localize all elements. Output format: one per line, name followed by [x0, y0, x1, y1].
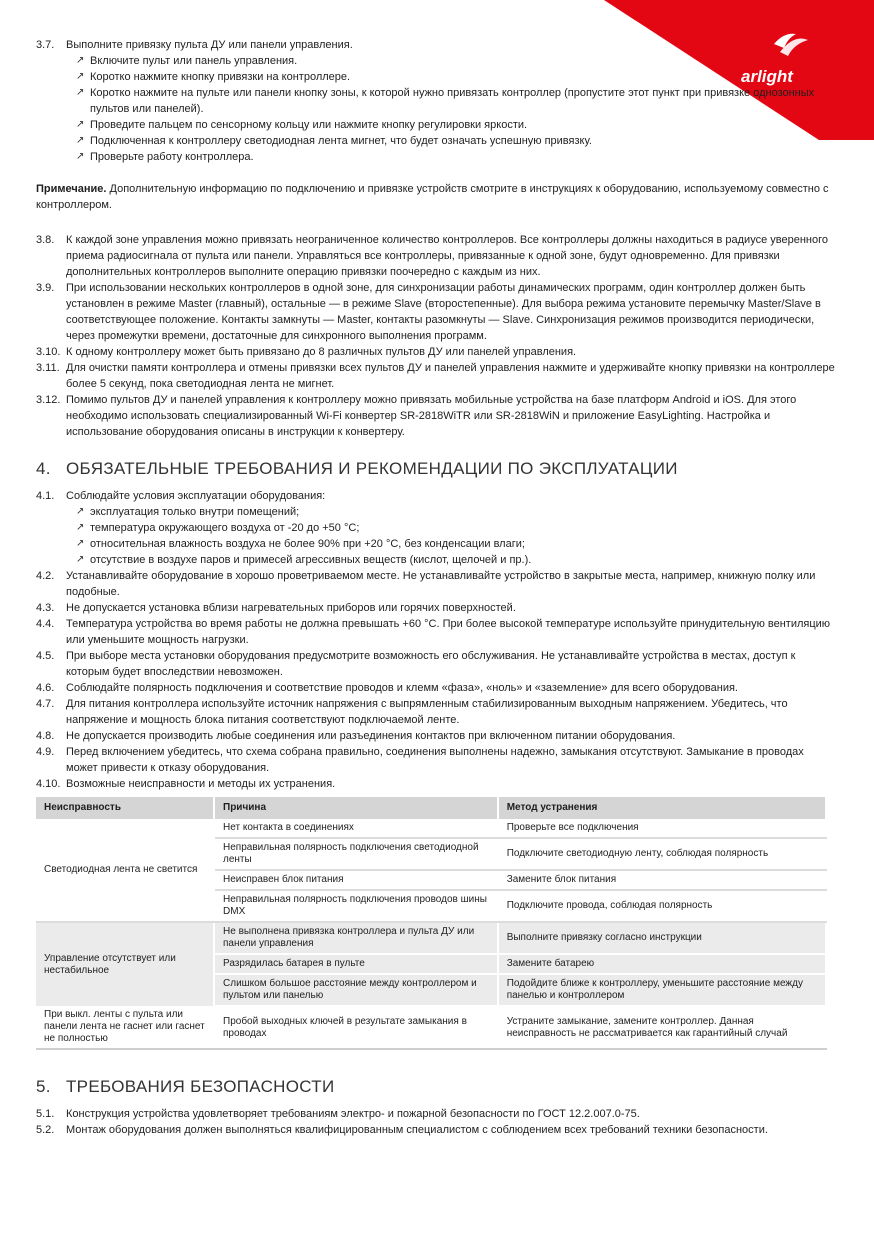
note-label: Примечание. [36, 183, 107, 195]
item-number: 4.6. [36, 682, 55, 694]
fix-cell: Подключите провода, соблюдая полярность [498, 890, 826, 922]
cause-cell: Пробой выходных ключей в результате замыкания в проводах [214, 1006, 498, 1049]
fix-cell: Устраните замыкание, замените контроллер. Данная неисправность не рассматривается как гарантийный случай [498, 1006, 826, 1049]
header-cause: Причина [214, 797, 498, 819]
item-text: Соблюдайте полярность подключения и соответствие проводов и клемм «фаза», «ноль» и «заземление» для всего оборудования. [66, 682, 738, 694]
section-5-number: 5. [36, 1077, 51, 1096]
note-text: Дополнительную информацию по подключению и привязке устройств смотрите в инструкциях к оборудованию, используемому совместно с контроллером. [36, 183, 829, 211]
fix-cell: Подойдите ближе к контроллеру, уменьшите расстояние между панелью и контроллером [498, 974, 826, 1006]
item-number: 3.8. [36, 234, 55, 246]
bullet-list [66, 504, 836, 568]
item-text: Для питания контроллера используйте источник напряжения с выпрямленным стабилизированным выходным напряжением. Убедитесь, что напряжение и мощность блока питания соответствуют подключаемой ленте. [66, 698, 788, 726]
problem-cell: Управление отсутствует или нестабильное [36, 922, 214, 1006]
section-4-title: ОБЯЗАТЕЛЬНЫЕ ТРЕБОВАНИЯ И РЕКОМЕНДАЦИИ ПО ЭКСПЛУАТАЦИИ [66, 459, 678, 478]
table-row [36, 922, 826, 954]
fix-cell: Проверьте все подключения [498, 819, 826, 838]
item-text: Температура устройства во время работы не должна превышать +60 °C. При более высокой температуре используйте принудительную вентиляцию или уменьшите мощность нагрузки. [66, 618, 831, 646]
list-item [36, 1106, 836, 1122]
item-text: При использовании нескольких контроллеров в одной зоне, для синхронизации работы динамических программ, один контроллер должен быть установлен в режиме Master (главный), остальные — в режиме Slave (второстепенные). Для выбора режима установите перемычку Master/Slave в соответствующее положение. Контакты замкнуты — Master, контакты разомкнуты — Slave. Синхронизация режимов производится периодически, через промежутки времени, достаточные для синхронного выполнения программ. [66, 282, 821, 342]
section-3-list [36, 37, 836, 165]
bullet-item: ↗ Проверьте работу контроллера. [76, 149, 836, 165]
bullet-item: ↗ Включите пульт или панель управления. [76, 53, 836, 69]
cause-cell: Разрядилась батарея в пульте [214, 954, 498, 974]
section-5-title: ТРЕБОВАНИЯ БЕЗОПАСНОСТИ [66, 1077, 335, 1096]
bullet-item: ↗ отсутствие в воздухе паров и примесей агрессивных веществ (кислот, щелочей и пр.). [76, 552, 836, 568]
header-fix: Метод устранения [498, 797, 826, 819]
table-header-row [36, 797, 826, 819]
section-4-number: 4. [36, 459, 51, 478]
list-item [36, 600, 836, 616]
item-text: Выполните привязку пульта ДУ или панели управления. [66, 39, 353, 51]
item-text: Для очистки памяти контроллера и отмены привязки всех пультов ДУ и панелей управления нажмите и удерживайте кнопку привязки на контроллере более 5 секунд, пока светодиодная лента не мигнет. [66, 362, 835, 390]
list-item [36, 744, 836, 776]
item-number: 4.5. [36, 650, 55, 662]
bullet-item: ↗ эксплуатация только внутри помещений; [76, 504, 836, 520]
list-item [36, 568, 836, 600]
item-text: Устанавливайте оборудование в хорошо проветриваемом месте. Не устанавливайте устройство в закрытые места, например, книжную полку или подобные. [66, 570, 816, 598]
list-item [36, 360, 836, 392]
list-item [36, 280, 836, 344]
cause-cell: Слишком большое расстояние между контроллером и пультом или панелью [214, 974, 498, 1006]
item-number: 3.7. [36, 39, 55, 51]
item-text: При выборе места установки оборудования предусмотрите возможность его обслуживания. Не устанавливайте устройства в местах, доступ к которым будет впоследствии невозможен. [66, 650, 796, 678]
item-text: Помимо пультов ДУ и панелей управления к контроллеру можно привязать мобильные устройства на базе платформ Android и iOS. Для этого необходимо использовать специализированный Wi-Fi конвертер SR-2818WiTR или SR-2818WiN и приложение EasyLighting. Настройка и использование оборудования описаны в инструкции к конвертеру. [66, 394, 797, 438]
cause-cell: Неправильная полярность подключения светодиодной ленты [214, 838, 498, 870]
item-text: Монтаж оборудования должен выполняться квалифицированным специалистом с соблюдением всех требований техники безопасности. [66, 1124, 768, 1136]
logo-text: arlight [741, 67, 793, 86]
bullet-item: ↗ относительная влажность воздуха не более 90% при +20 °C, без конденсации влаги; [76, 536, 836, 552]
fix-cell: Замените батарею [498, 954, 826, 974]
item-number: 4.9. [36, 746, 55, 758]
bullet-item: ↗ Проведите пальцем по сенсорному кольцу или нажмите кнопку регулировки яркости. [76, 117, 836, 133]
header-problem: Неисправность [36, 797, 214, 819]
item-number: 4.10. [36, 778, 61, 790]
list-item [36, 392, 836, 440]
item-number: 4.7. [36, 698, 55, 710]
bullet-item: ↗ температура окружающего воздуха от -20 до +50 °C; [76, 520, 836, 536]
item-number: 4.4. [36, 618, 55, 630]
document-page [36, 37, 836, 1138]
list-item [36, 728, 836, 744]
item-number: 3.12. [36, 394, 61, 406]
item-text: К одному контроллеру может быть привязано до 8 различных пультов ДУ или панелей управления. [66, 346, 577, 358]
fix-cell: Выполните привязку согласно инструкции [498, 922, 826, 954]
item-number: 4.8. [36, 730, 55, 742]
list-item [36, 648, 836, 680]
list-item [36, 488, 836, 568]
item-number: 4.2. [36, 570, 55, 582]
table-row [36, 1006, 826, 1049]
item-text: Возможные неисправности и методы их устранения. [66, 778, 336, 790]
list-item [36, 776, 836, 792]
fix-cell: Подключите светодиодную ленту, соблюдая полярность [498, 838, 826, 870]
cause-cell: Неисправен блок питания [214, 870, 498, 890]
section-4-heading [36, 458, 836, 480]
note-paragraph [36, 181, 836, 213]
list-item [36, 344, 836, 360]
cause-cell: Не выполнена привязка контроллера и пульта ДУ или панели управления [214, 922, 498, 954]
bullet-item: ↗ Коротко нажмите на пульте или панели кнопку зоны, к которой нужно привязать контроллер (пропустите этот пункт при привязке однозонных пультов или панелей). [76, 85, 836, 117]
cause-cell: Нет контакта в соединениях [214, 819, 498, 838]
table-row [36, 819, 826, 838]
faults-table [36, 797, 827, 1050]
item-text: Перед включением убедитесь, что схема собрана правильно, соединения выполнены надежно, замыкания отсутствуют. Замыкание в проводах может привести к отказу оборудования. [66, 746, 804, 774]
section-4-list [36, 488, 836, 792]
section-5-list [36, 1106, 836, 1138]
item-text: Не допускается установка вблизи нагревательных приборов или горячих поверхностей. [66, 602, 516, 614]
list-item [36, 616, 836, 648]
list-item [36, 37, 836, 165]
item-number: 4.3. [36, 602, 55, 614]
bullet-list [66, 53, 836, 165]
item-number: 4.1. [36, 490, 55, 502]
item-number: 3.9. [36, 282, 55, 294]
list-item [36, 232, 836, 280]
problem-cell: Светодиодная лента не светится [36, 819, 214, 922]
item-text: Конструкция устройства удовлетворяет требованиям электро- и пожарной безопасности по ГОСТ 12.2.007.0-75. [66, 1108, 640, 1120]
list-item [36, 696, 836, 728]
list-item [36, 680, 836, 696]
item-text: К каждой зоне управления можно привязать неограниченное количество контроллеров. Все контроллеры должны находиться в радиусе уверенного приема радиосигнала от пульта или панели. Управляться все контроллеры, привязанные к одной зоне, будут одновременно. Для привязки дополнительных контроллеров выполните операцию привязки поочередно с каждым из них. [66, 234, 828, 278]
section-5-heading [36, 1076, 836, 1098]
cause-cell: Неправильная полярность подключения проводов шины DMX [214, 890, 498, 922]
item-text: Не допускается производить любые соединения или разъединения контактов при включенном питании оборудования. [66, 730, 676, 742]
list-item [36, 1122, 836, 1138]
fix-cell: Замените блок питания [498, 870, 826, 890]
section-3-continued-list [36, 232, 836, 440]
bullet-item: ↗ Подключенная к контроллеру светодиодная лента мигнет, что будет означать успешную привязку. [76, 133, 836, 149]
item-number: 5.2. [36, 1124, 55, 1136]
item-number: 3.10. [36, 346, 61, 358]
item-text: Соблюдайте условия эксплуатации оборудования: [66, 490, 326, 502]
bullet-item: ↗ Коротко нажмите кнопку привязки на контроллере. [76, 69, 836, 85]
item-number: 3.11. [36, 362, 60, 374]
problem-cell: При выкл. ленты с пульта или панели лента не гаснет или гаснет не полностью [36, 1006, 214, 1049]
item-number: 5.1. [36, 1108, 55, 1120]
